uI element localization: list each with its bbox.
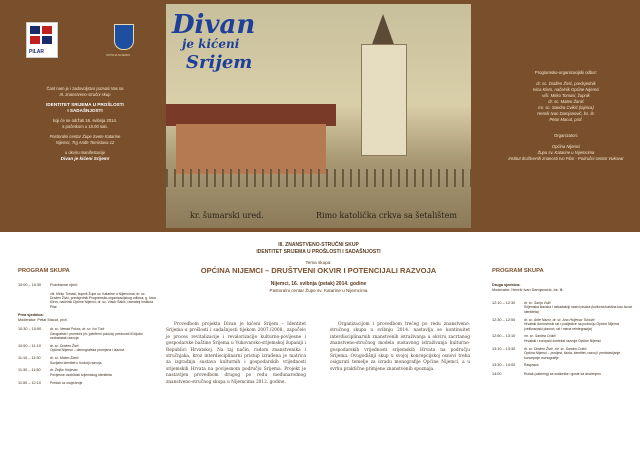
session-title: Prva sjednica: xyxy=(18,313,44,318)
theme-title: OPĆINA NIJEMCI – DRUŠTVENI OKVIR I POTENCIJALI RAZVOJA xyxy=(200,266,437,275)
event-date: Nijemci, 16. svibnja (petak) 2014. godine xyxy=(270,281,367,287)
committee-member: Ivica Klem, načelnik Općine Nijemci xyxy=(532,87,600,92)
event-name: III. ZNANSTVENO-STRUČNI SKUP xyxy=(278,242,359,248)
talk-speaker: dr. sc. Nenad Pokos, dr. sc. Ivo Turk xyxy=(50,327,105,332)
divan-logo-bottom: Srijem xyxy=(186,52,253,73)
invite-line: Pastoralni centar Župe Svete Katarine xyxy=(49,134,121,139)
program-desc: Pozdravne riječi: xyxy=(50,283,79,287)
program-talk xyxy=(492,334,632,343)
committee-member: viši. Mirko Tomasi, župnik xyxy=(542,93,590,98)
talk-speaker: dr. sc. Sanja Vulić xyxy=(524,301,551,305)
invite-manifestation: Divan je kićeni Srijem! xyxy=(60,156,110,161)
committee-member: dr. sc. Mateo Žanić xyxy=(548,99,584,104)
talk-time: 12:50 – 13:10 xyxy=(492,334,516,339)
theme-label: Tema skupa: xyxy=(305,260,332,265)
invite-line: koji će se održati 16. svibnja 2014. xyxy=(52,118,117,123)
program-talk xyxy=(492,372,632,377)
talk-time: 12:30 – 12:50 xyxy=(492,317,516,322)
talk-time: 10:30 – 10:50 xyxy=(18,327,42,332)
left-panel xyxy=(0,0,166,232)
talk-speaker: dr. sc. Ante Nazor, dr. sc. Ana Holjevac Tuković xyxy=(524,317,595,322)
pilar-logo-text: PILAR xyxy=(29,49,44,55)
program-talk xyxy=(492,318,632,331)
program-talk xyxy=(18,327,156,340)
talk-time: 12:10 – 12:30 xyxy=(492,301,516,305)
right-panel xyxy=(500,70,632,162)
talk-title: Hrvatski i europski kontekst razvoja Općine Nijemci xyxy=(524,338,601,343)
program-time: 10:00 – 10:30 xyxy=(18,283,42,287)
session-moderator: Moderator: Henrik Ivan Damjanović, bs. lit. xyxy=(492,288,564,292)
invite-line: Čast nam je i zadovoljstvo pozvati Vas na xyxy=(46,86,124,91)
program-row xyxy=(18,283,156,288)
photo-church xyxy=(361,44,407,156)
committee-member: Petar Macut, prof. xyxy=(549,117,583,122)
program-time xyxy=(18,292,50,310)
invite-line: u okviru manifestacije xyxy=(64,150,106,155)
paragraph-left-text: Provedbom projekta Divan je kićeni Srijem – Identitet Srijema u prošlosti i sadašnjosti tijekom 2007./2008., započelo je proces revitalizacije i revalorizacije kulturno-povijesne i gospodarske baštine Srijema u Vukovarsko-srijemskoj županiji i Republici Hrvatskoj. Na taj način, radom znanstvenika i stručnjaka, kroz interdisciplinarni pristup izrađena je matrica za izgradnju sustava kulturnih i gospodarskih vrijednosti srijemskih Hrvata na povijesnom području Srijema. Projekt je nastavljen provedbom drugog po redu međunarodnog znanstveno-stručnog skupa u Nijemcima 2012. godine. xyxy=(166,322,306,385)
talk-speaker: dr. sc. Dražen Živić xyxy=(50,343,79,348)
invitation-text xyxy=(14,86,156,162)
talk-title: Povijesne osobitosti srijemskog identiteta xyxy=(50,372,112,377)
photo-caption-right: Rimo katolička crkva sa šetalištem xyxy=(316,211,457,220)
paragraph-left xyxy=(166,322,306,386)
photo-caption-left: kr. šumarski ured. xyxy=(190,211,264,220)
program-talk xyxy=(18,344,156,353)
program-talk xyxy=(18,381,156,386)
pilar-logo xyxy=(26,22,58,58)
committee-member: mr. sc. Sandra Cvikić (tajnica) xyxy=(538,105,594,110)
photo-roof xyxy=(166,104,336,126)
center-heading xyxy=(166,242,471,293)
talk-time: 13:30 – 14:00 xyxy=(492,363,516,368)
invite-line: III. znanstveno-stručni skup xyxy=(59,92,111,97)
program-desc: viš. Mirko Tomasi, župnik Župe sv. Katarine u Nijemcima; dr. sc. Dražen Živić, predsjednik Programsko-organizacijskog odbora; g. Ivica Klem, načelnik Općine Nijemci; dr. sc. Vlado Šakić, ravnatelj Instituta Pilar xyxy=(50,291,156,309)
paragraph-right-text: Organizacijom i provedbom trećeg po redu znanstveno-stručnog skupa u svibnju 2014. nastavlja se kontinuitet interdisciplinarnih znanstvenih istraživanja u okviru zacrtanog znanstveno-stručnog modela sustavnog istraživanja kulturno-gospodarskih vrijednosti srijemskih Hrvata na području Srijema. Ovogodišnji skup u svojoj koncepcijskoj osnovi treba osigurati temelje za izradu monografije Općine Nijemci, a u svrhu praktične primjene znanstvenih spoznaja. xyxy=(330,322,470,372)
coat-of-arms-icon xyxy=(114,24,134,50)
invite-line: s početkom u 10.00 sati. xyxy=(62,124,108,129)
program-talk xyxy=(492,363,632,368)
program-talk xyxy=(18,368,156,377)
talk-title: Općina Nijemci – povijest, škola, identitet, razvoj i predstavljanje koncepcije monografije xyxy=(524,351,621,360)
divan-logo-mid: je kićeni xyxy=(182,37,240,51)
divan-logo-top: Divan xyxy=(172,10,256,40)
organizer: Institut društvenih znanosti Ivo Pilar - Područni centar Vukovar xyxy=(508,156,624,161)
program-talk xyxy=(18,356,156,365)
talk-title: Socijalni identitet u funkciji razvoja xyxy=(50,360,102,365)
invite-event-title-2: I SADAŠNJOSTI xyxy=(67,108,103,113)
program-talk xyxy=(492,347,632,360)
talk-title: Općina Nijemci – demografska promjena i izazovi xyxy=(50,348,125,353)
session-title: Druga sjednica: xyxy=(492,283,521,287)
talk-time: 14:00 xyxy=(492,371,502,376)
invite-event-title: IDENTITET SRIJEMA U PROŠLOSTI xyxy=(46,102,124,107)
talk-title: Srijemska ikavska i nekadašnji nazivi pisaca (kulturna baština kao čuvar identiteta) xyxy=(524,305,632,314)
talk-speaker: mr. sc. Sandra Cvikić xyxy=(524,334,556,339)
program-talk xyxy=(492,301,632,314)
committee-title: Programsko-organizacijski odbor: xyxy=(534,70,598,75)
talk-title: Predah uz osvježenje xyxy=(50,380,83,385)
program-right xyxy=(492,283,632,380)
invite-line: Nijemci, Trg Anđe Tomislava 12 xyxy=(55,140,115,145)
program-left-title: PROGRAM SKUPA xyxy=(18,268,70,274)
paragraph-right xyxy=(330,322,470,373)
talk-time: 10:50 – 11:10 xyxy=(18,343,41,348)
organizer: Općina Nijemci xyxy=(551,144,581,149)
organizer: Župa sv. Katarine u Nijemcima xyxy=(537,150,595,155)
talk-title: Hrvatski domovinski rat i posljedice na području Općine Nijemci (velikosrpski planovi, rat i mirna reintegracija) xyxy=(524,322,620,331)
photo-fence xyxy=(166,169,471,187)
talk-time: 13:10 – 13:30 xyxy=(492,346,516,351)
talk-time: 11:10 – 11:30 xyxy=(18,356,41,361)
talk-title: Rasprava xyxy=(524,363,539,368)
program-left xyxy=(18,283,156,389)
session-moderator: Moderator: Petar Macut, prof. xyxy=(18,318,68,323)
event-place: Pastoralni centar Župe sv. Katarine u Nijemcima xyxy=(269,288,368,293)
talk-title: Ručak (catering) za sudionike i goste sa druženjem xyxy=(524,371,601,376)
event-subtitle: IDENTITET SRIJEMA U PROŠLOSTI I SADAŠNJOSTI xyxy=(256,249,381,255)
talk-time: 11:50 – 12:10 xyxy=(18,380,41,385)
committee-member: Henrik Ivan Damjanović, bs. lit. xyxy=(537,111,595,116)
program-right-title: PROGRAM SKUPA xyxy=(492,268,544,274)
organizers-title: Organizatori: xyxy=(554,133,578,138)
talk-speaker: dr. sc. Mateo Žanić xyxy=(50,356,79,361)
program-row xyxy=(18,292,156,310)
talk-speaker: dr. sc. Dražen Živić, mr. sc. Sandra Cvikić xyxy=(524,346,587,351)
historic-photo xyxy=(166,4,471,228)
committee-member: dr. sc. Dražen Živić, predsjednik xyxy=(536,81,596,86)
coat-of-arms-label: OPĆINA NIJEMCI xyxy=(106,53,131,57)
talk-time: 11:30 – 11:50 xyxy=(18,368,41,373)
divan-logo xyxy=(172,12,255,76)
talk-speaker: dr. Željko Holjevac xyxy=(50,368,78,373)
talk-title: Geografski i prometni (rh-)periferni položaj: prednosti ili ključni nedostatak razvoja xyxy=(50,331,143,340)
photo-house xyxy=(176,124,326,174)
